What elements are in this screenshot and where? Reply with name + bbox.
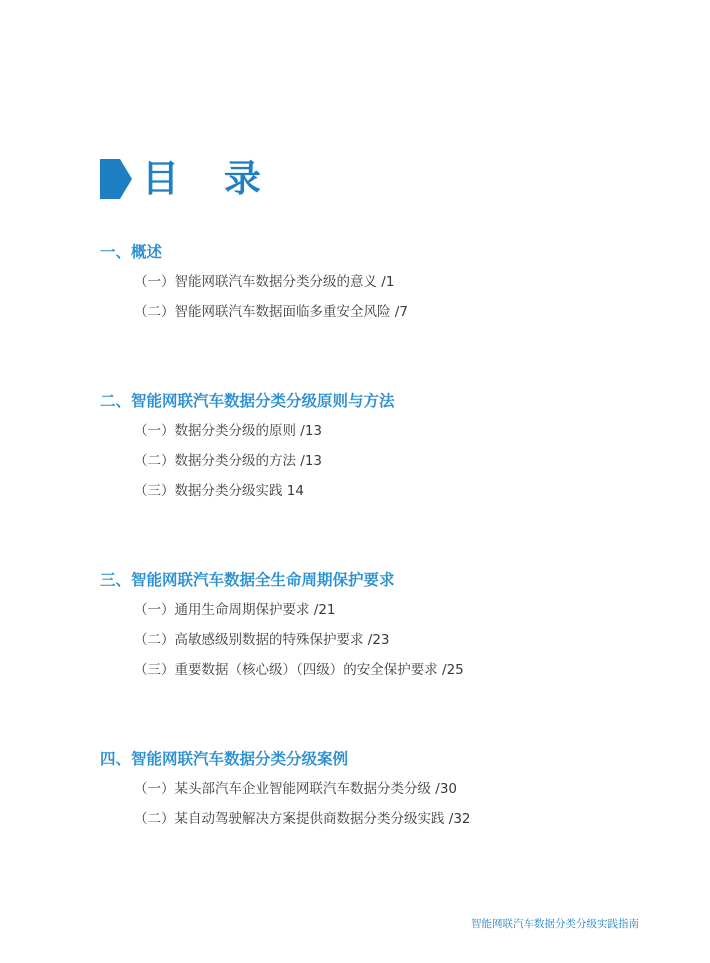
- toc-section-2: [100, 390, 660, 502]
- entry-list: [100, 271, 660, 323]
- toc-entry[interactable]: （一）某头部汽车企业智能网联汽车数据分类分级 /30: [134, 781, 458, 797]
- toc-entry[interactable]: （二）某自动驾驶解决方案提供商数据分类分级实践 /32: [134, 811, 471, 827]
- toc-entry[interactable]: （二）智能网联汽车数据面临多重安全风险 /7: [134, 304, 408, 320]
- toc-section-4: [100, 748, 660, 830]
- section-heading[interactable]: 二、智能网联汽车数据分类分级原则与方法: [100, 392, 395, 410]
- section-heading[interactable]: 三、智能网联汽车数据全生命周期保护要求: [100, 571, 395, 589]
- toc-section-3: [100, 569, 660, 681]
- toc-entry[interactable]: （三）数据分类分级实践 14: [134, 483, 304, 499]
- toc-entry[interactable]: （一）通用生命周期保护要求 /21: [134, 602, 336, 618]
- toc-entry[interactable]: （三）重要数据（核心级）（四级）的安全保护要求 /25: [134, 662, 464, 678]
- entry-list: [100, 778, 660, 830]
- toc-header: [100, 156, 277, 202]
- section-heading[interactable]: 四、智能网联汽车数据分类分级案例: [100, 750, 349, 768]
- toc-entry[interactable]: （二）数据分类分级的方法 /13: [134, 453, 323, 469]
- footer-document-title: 智能网联汽车数据分类分级实践指南: [471, 918, 639, 930]
- chevron-marker-icon: [100, 159, 132, 199]
- toc-entry[interactable]: （一）数据分类分级的原则 /13: [134, 423, 323, 439]
- entry-list: [100, 420, 660, 502]
- section-heading[interactable]: 一、概述: [100, 243, 163, 261]
- entry-list: [100, 599, 660, 681]
- toc-section-1: [100, 241, 660, 323]
- page-title: 目 录: [142, 157, 277, 200]
- toc-entry[interactable]: （一）智能网联汽车数据分类分级的意义 /1: [134, 274, 395, 290]
- toc-entry[interactable]: （二）高敏感级别数据的特殊保护要求 /23: [134, 632, 390, 648]
